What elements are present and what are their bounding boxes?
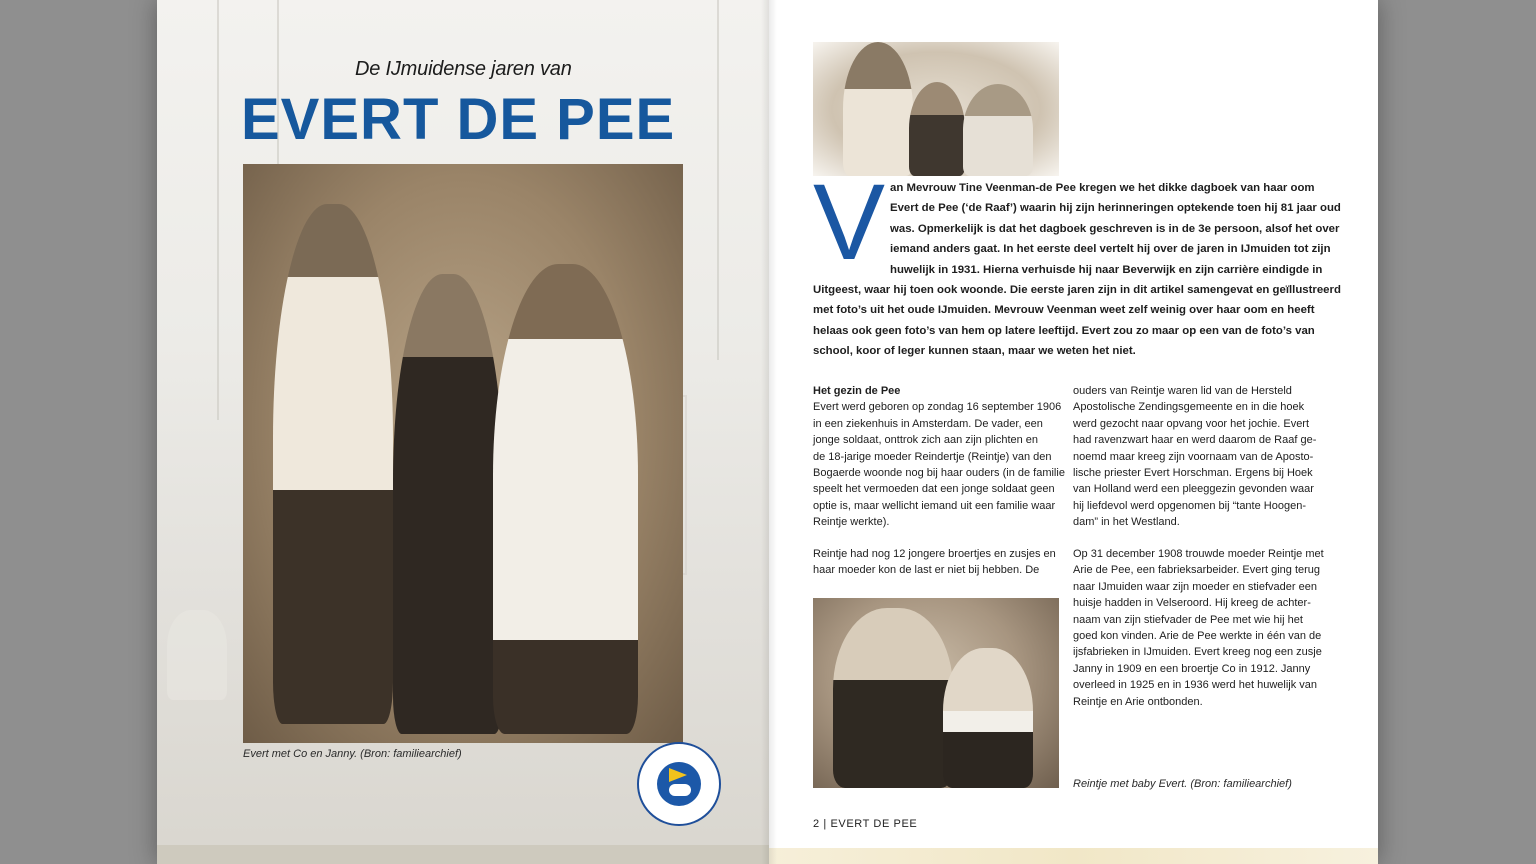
magazine-spread [157,0,1378,864]
body-line: Reintje en Arie ontbonden. [1073,695,1203,708]
intro-line: iemand anders gaat. In het eerste deel vertelt hij over de jaren in IJmuiden tot zijn [890,243,1331,256]
figure-evert [273,204,393,724]
logo-emblem [657,762,701,806]
page-gutter [761,0,777,864]
body-line: goed kon vinden. Arie de Pee werkte in één van de [1073,630,1322,643]
body-line: noemd maar kreeg zijn voornaam van de Aposto- [1073,450,1314,463]
flag-icon [669,768,687,782]
body-line: Janny in 1909 en een broertje Co in 1912. Janny [1073,662,1311,675]
title-kicker: De IJmuidense jaren van [355,58,572,80]
drop-cap: V [813,161,886,282]
body-line: overleed in 1925 en in 1936 werd het huwelijk van [1073,679,1317,692]
figure-baby-evert [943,648,1033,788]
figure-reintje [833,608,953,788]
intro-paragraph [813,178,1341,362]
body-line: Bogaerde woonde nog bij haar ouders (in de familie [813,467,1065,480]
body-line: naam van zijn stiefvader de Pee met wie hij het [1073,613,1303,626]
body-column-left [813,383,1065,531]
figure-co [393,274,503,734]
body-line: Arie de Pee, een fabrieksarbeider. Evert ging terug [1073,564,1321,577]
body-line: in een ziekenhuis in Amsterdam. De vader, een [813,417,1043,430]
photo-caption: Evert met Co en Janny. (Bron: familiearchief) [243,748,462,760]
intro-line: helaas ook geen foto’s van hem op latere leeftijd. Evert zou zo maar op een van de foto’s van [813,324,1315,337]
page-title: EVERT DE PEE [241,87,676,152]
lamb-icon [669,784,691,796]
historische-kring-logo [637,742,721,826]
page-folio: 2 | EVERT DE PEE [813,818,918,830]
body-line: jonge soldaat, onttrok zich aan zijn plichten en [813,434,1039,447]
body-line: speelt het vermoeden dat een jonge soldaat geen [813,483,1055,496]
baby-photo-caption: Reintje met baby Evert. (Bron: familiearchief) [1073,778,1292,790]
figure-child [963,84,1033,176]
body-column-right-p2 [1073,546,1324,710]
body-line: de 18-jarige moeder Reindertje (Reintje) van den [813,450,1052,463]
body-line: hij liefdevol werd opgenomen bij “tante Hoogen- [1073,499,1306,512]
body-line: lische priester Evert Horschman. Ergens bij Hoek [1073,467,1313,480]
photo-three-children [243,164,683,743]
body-line: optie is, maar wellicht iemand uit een familie waar [813,499,1056,512]
intro-line: an Mevrouw Tine Veenman-de Pee kregen we het dikke dagboek van haar oom [890,182,1315,194]
intro-line: huwelijk in 1931. Hierna verhuisde hij naar Beverwijk en zijn carrière eindigde in [890,263,1323,276]
body-line: Evert werd geboren op zondag 16 september 1906 [813,401,1062,414]
intro-line: school, koor of leger kunnen staan, maar we weten het niet. [813,345,1136,358]
body-line: Reintje had nog 12 jongere broertjes en zusjes en [813,548,1056,560]
body-line: naar IJmuiden waar zijn moeder en stiefvader een [1073,580,1317,593]
figure-janny [493,264,638,734]
body-line: Reintje werkte). [813,516,890,529]
body-line: had ravenzwart haar en werd daarom de Raaf ge- [1073,434,1317,447]
body-line: ouders van Reintje waren lid van de Hersteld [1073,385,1292,397]
body-column-right [1073,383,1317,531]
body-line: van Holland werd een pleeggezin gevonden waar [1073,483,1314,496]
intro-line: Evert de Pee (‘de Raaf’) waarin hij zijn herinneringen optekende toen hij 81 jaar oud [890,202,1341,215]
intro-line: met foto’s uit het oude IJmuiden. Mevrouw Veenman weet zelf weinig over haar oom en heeft [813,304,1315,317]
body-line: haar moeder kon de last er niet bij hebben. De [813,564,1040,577]
body-line: Apostolische Zendingsgemeente en in die hoek [1073,401,1305,414]
section-heading: Het gezin de Pee [813,385,901,397]
intro-line: was. Opmerkelijk is dat het dagboek geschreven is in de 3e persoon, alsof het over [890,222,1340,235]
bottom-band [157,845,769,864]
body-line: dam” in het Westland. [1073,516,1180,529]
left-page [157,0,769,864]
body-line: Op 31 december 1908 trouwde moeder Reintje met [1073,548,1324,560]
photo-children-faded [813,42,1059,176]
body-line: ijsfabrieken in IJmuiden. Evert kreeg nog een zusje [1073,646,1322,659]
intro-line: Uitgeest, waar hij toen ook woonde. Die eerste jaren zijn in dit artikel samengevat en geïllustreerd [813,284,1341,297]
figure-child [843,42,913,176]
figure-child [909,82,965,176]
bottom-band [769,848,1378,864]
body-column-left-p2 [813,546,1056,579]
body-line: werd gezocht naar opvang voor het jochie. Evert [1073,417,1310,430]
right-page [769,0,1378,864]
body-line: huisje hadden in Velseroord. Hij kreeg de achter- [1073,597,1311,610]
photo-mother-baby [813,598,1059,788]
